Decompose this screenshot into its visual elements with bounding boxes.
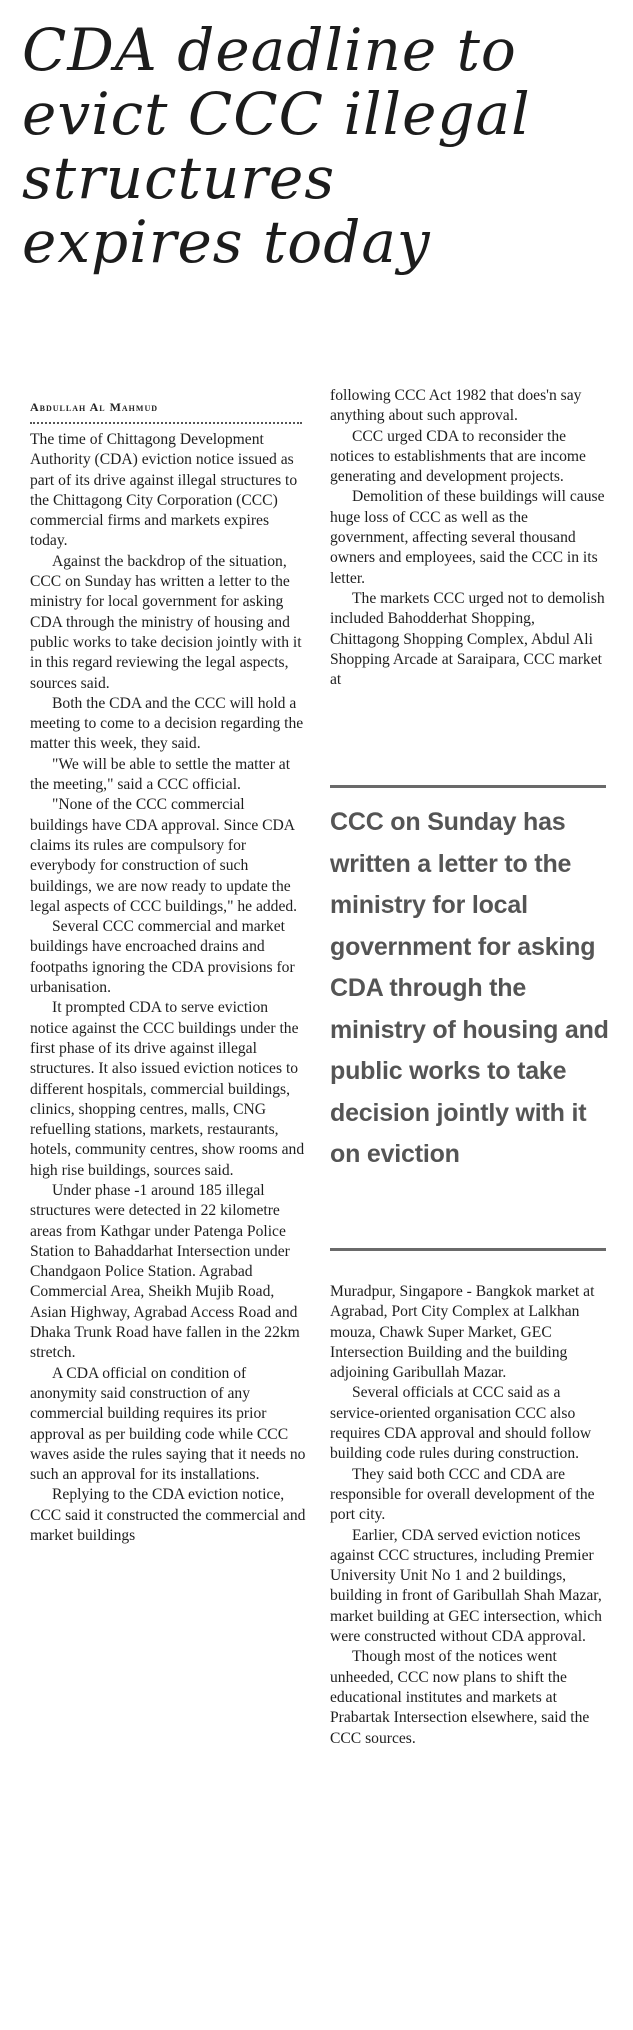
paragraph: Under phase -1 around 185 illegal structures were detected in 22 kilometre areas from Kathgar under Patenga Police Station to Bahaddarhat Intersection under Chandgaon Police Station. Agrabad Commercial Area, Sheikh Mujib Road, Asian Highway, Agrabad Access Road and Dhaka Trunk Road have fallen in the 22km stretch.: [30, 1181, 300, 1362]
headline: [22, 18, 622, 274]
headline-line-3: structures: [22, 144, 336, 212]
headline-line-1: CDA deadline to: [22, 16, 517, 84]
paragraph: Several officials at CCC said as a service-oriented organisation CCC also requires CDA approval and should follow building code rules during construction.: [330, 1384, 592, 1463]
paragraph: Demolition of these buildings will cause huge loss of CCC as well as the government, affecting several thousand owners and employees, said the CCC in its letter.: [330, 488, 605, 587]
paragraph: The time of Chittagong Development Authority (CDA) eviction notice issued as part of its drive against illegal structures to the Chittagong City Corporation (CCC) commercial firms and markets expires today.: [30, 431, 298, 550]
paragraph: It prompted CDA to serve eviction notice against the CCC buildings under the first phase of its drive against illegal structures. It also issued eviction notices to different hospitals, commercial buildings, clinics, shopping centres, malls, CNG refuelling stations, markets, restaurants, hotels, community centres, show rooms and high rise buildings, sources said.: [30, 999, 305, 1179]
article-column-right-bottom: [330, 1282, 606, 1749]
article-column-left: [30, 430, 306, 1546]
byline-dotted-divider: [30, 422, 302, 424]
paragraph: Muradpur, Singapore - Bangkok market at Agrabad, Port City Complex at Lalkhan mouza, Chawk Super Market, GEC Intersection Building and the building adjoining Garibullah Mazar.: [330, 1283, 595, 1382]
paragraph: Against the backdrop of the situation, CCC on Sunday has written a letter to the ministry for local government for asking CDA through the ministry of housing and public works to take decision jointly with it in this regard reviewing the legal aspects, sources said.: [30, 552, 302, 692]
paragraph: CCC urged CDA to reconsider the notices to establishments that are income generating and development projects.: [330, 427, 586, 486]
paragraph: "We will be able to settle the matter at the meeting," said a CCC official.: [30, 755, 291, 794]
paragraph: They said both CCC and CDA are responsible for overall development of the port city.: [330, 1465, 595, 1524]
paragraph: Though most of the notices went unheeded, CCC now plans to shift the educational institutes and markets at Prabartak Intersection elsewhere, said the CCC sources.: [330, 1648, 590, 1747]
byline: Abdullah Al Mahmud: [30, 400, 158, 414]
pull-quote-bottom-rule: [330, 1248, 606, 1251]
paragraph: Earlier, CDA served eviction notices against CCC structures, including Premier University Unit No 1 and 2 buildings, building in front of Garibullah Shah Mazar, market building at GEC intersection, which were constructed without CDA approval.: [330, 1526, 602, 1646]
paragraph: Several CCC commercial and market buildings have encroached drains and footpaths ignoring the CDA provisions for urbanisation.: [30, 918, 295, 997]
paragraph: Replying to the CDA eviction notice, CCC said it constructed the commercial and market buildings: [30, 1486, 306, 1545]
paragraph: following CCC Act 1982 that does'n say anything about such approval.: [330, 387, 582, 425]
article-column-right-top: [330, 386, 606, 690]
pull-quote: CCC on Sunday has written a letter to the ministry for local government for asking CDA through the ministry of housing and public works to take decision jointly with it on eviction: [330, 808, 609, 1168]
paragraph: Both the CDA and the CCC will hold a meeting to come to a decision regarding the matter this week, they said.: [30, 694, 304, 753]
headline-line-2: evict CCC illegal: [22, 80, 531, 148]
paragraph: "None of the CCC commercial buildings have CDA approval. Since CDA claims its rules are compulsory for everybody for construction of such buildings, we are now ready to update the legal aspects of CCC buildings," he added.: [30, 796, 298, 915]
paragraph: A CDA official on condition of anonymity said construction of any commercial building requires its prior approval as per building code while CCC waves aside the rules saying that it needs no such an approval for its installations.: [30, 1364, 306, 1484]
paragraph: The markets CCC urged not to demolish included Bahodderhat Shopping, Chittagong Shopping Complex, Abdul Ali Shopping Arcade at Saraipara, CCC market at: [330, 589, 605, 689]
pull-quote-top-rule: [330, 785, 606, 788]
headline-line-4: expires today: [22, 208, 431, 276]
